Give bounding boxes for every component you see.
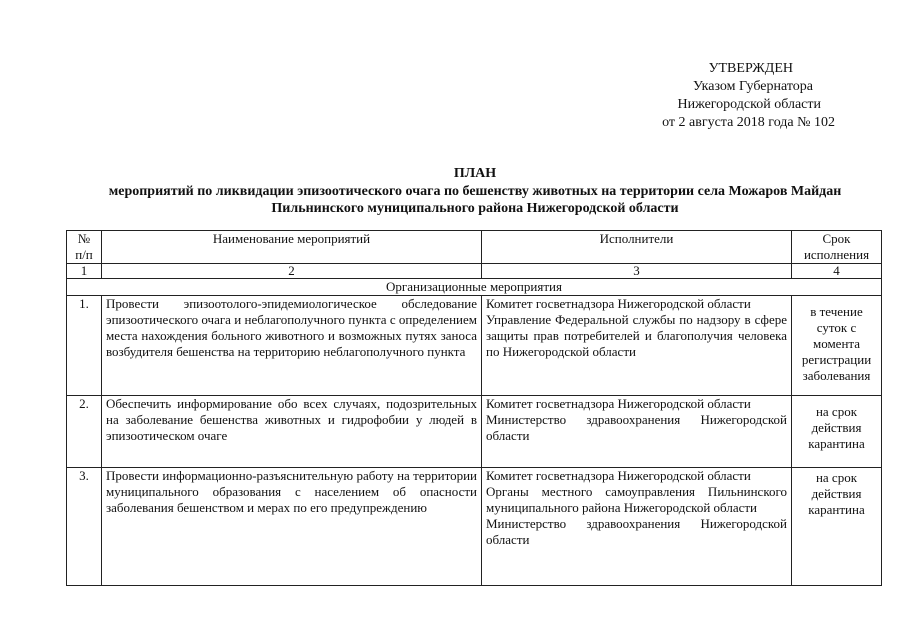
header-executors: Исполнители — [482, 231, 792, 264]
row-term: в течение суток с момента регистрации заболевания — [792, 296, 882, 396]
table-row — [67, 396, 882, 468]
row-executors — [482, 396, 792, 468]
column-number: 2 — [102, 264, 482, 279]
section-row — [67, 279, 882, 296]
row-measure: Провести эпизоотолого-эпидемиологическое обследование эпизоотического очага и неблагополучного пункта с определением места нахождения больного животного и возможных путях заноса возбудителя бешенства на территорию неблагополучного пункта — [102, 296, 482, 396]
row-number: 1. — [67, 296, 102, 396]
table-row — [67, 468, 882, 586]
executor: Комитет госветнадзора Нижегородской области — [486, 396, 751, 411]
executor: Органы местного самоуправления Пильнинского муниципального района Нижегородской области — [486, 484, 787, 515]
column-number: 4 — [792, 264, 882, 279]
approval-decree: Указом Губернатора — [692, 79, 813, 94]
executor: Комитет госветнадзора Нижегородской области — [486, 296, 751, 311]
approval-title: УТВЕРЖДЕН — [708, 61, 793, 76]
approval-region: Нижегородской области — [677, 97, 821, 112]
row-term: на срок действия карантина — [792, 396, 882, 468]
table-header-row — [67, 231, 882, 264]
row-number: 2. — [67, 396, 102, 468]
column-number: 1 — [67, 264, 102, 279]
approval-date: от 2 августа 2018 года № 102 — [662, 115, 835, 130]
executor: Министерство здравоохранения Нижегородской области — [486, 412, 787, 443]
header-num: № п/п — [67, 231, 102, 264]
section-title: Организационные мероприятия — [67, 279, 882, 296]
column-number-row — [67, 264, 882, 279]
row-measure: Обеспечить информирование обо всех случаях, подозрительных на заболевание бешенства животных и гидрофобии у людей в эпизоотическом очаге — [102, 396, 482, 468]
column-number: 3 — [482, 264, 792, 279]
row-measure: Провести информационно-разъяснительную работу на территории муниципального образования с населением об опасности заболевания бешенством и мерах по его предупреждению — [102, 468, 482, 586]
document-title: ПЛАН — [453, 166, 497, 181]
row-executors — [482, 296, 792, 396]
row-number: 3. — [67, 468, 102, 586]
table-row — [67, 296, 882, 396]
executor: Комитет госветнадзора Нижегородской области — [486, 468, 751, 483]
approval-stamp — [575, 60, 835, 132]
executor: Министерство здравоохранения Нижегородской области — [486, 516, 787, 547]
row-executors — [482, 468, 792, 586]
header-name: Наименование мероприятий — [102, 231, 482, 264]
plan-table — [66, 230, 882, 586]
document-heading — [60, 165, 890, 217]
document-subtitle: мероприятий по ликвидации эпизоотического очага по бешенству животных на территории села Можаров Майдан Пильнинского муниципального района Нижегородской области — [108, 184, 842, 216]
row-term: на срок действия карантина — [792, 468, 882, 586]
executor: Управление Федеральной службы по надзору в сфере защиты прав потребителей и благополучия человека по Нижегородской области — [486, 312, 787, 359]
header-term: Срок исполнения — [792, 231, 882, 264]
